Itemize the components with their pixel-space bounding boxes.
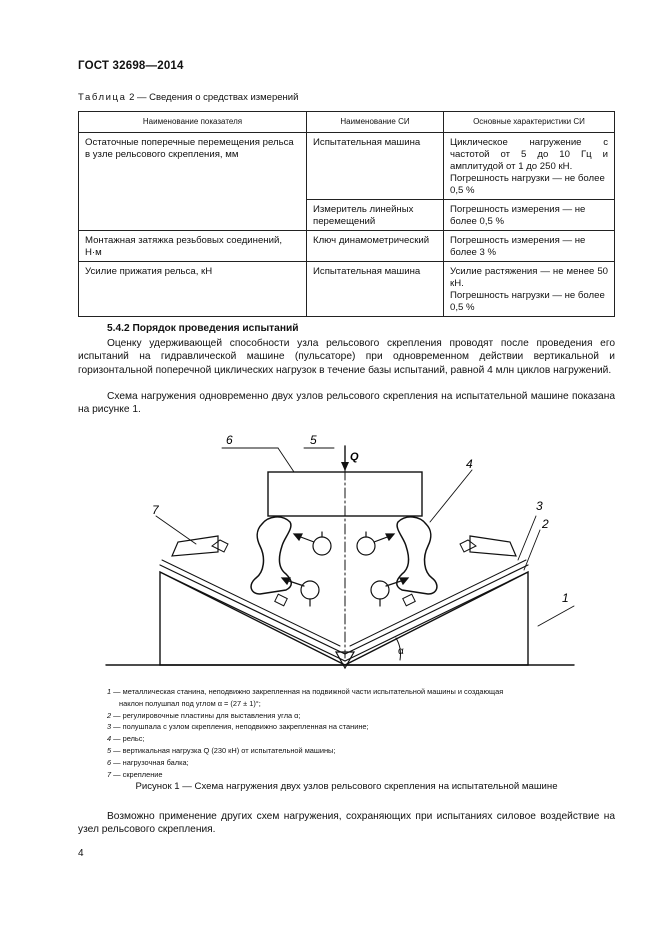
paragraph-procedure — [78, 337, 615, 377]
header-indicator: Наименование показателя — [79, 112, 307, 133]
figure-caption: Рисунок 1 — Схема нагружения двух узлов рельсового скрепления на испытательной машине — [135, 781, 558, 792]
loading-scheme-figure — [100, 428, 580, 678]
left-clip — [172, 536, 218, 556]
document-code: ГОСТ 32698—2014 — [78, 60, 184, 72]
dial-gauge-upper-left — [294, 532, 331, 555]
right-sleeper-inner — [350, 560, 526, 646]
right-clip — [470, 536, 516, 556]
label-6: 6 — [226, 433, 233, 447]
paragraph-closing — [78, 810, 615, 837]
paragraph-closing-text: Возможно применение других схем нагружения, сохраняющих при испытаниях силовое воздействие на узел рельсового скрепления. — [78, 811, 615, 836]
label-4: 4 — [466, 457, 473, 471]
cell-instrument: Испытательная машина — [307, 262, 444, 317]
left-sleeper-inner — [162, 560, 340, 646]
table-header-row — [79, 112, 615, 133]
legend-item: наклон полушпал под углом α = (27 ± 1)°; — [119, 698, 261, 708]
cell-characteristics — [444, 262, 615, 317]
legend-item: 6 — нагрузочная балка; — [107, 757, 189, 767]
cell-characteristics — [444, 133, 615, 200]
legend-item: 2 — регулировочные пластины для выставления угла α; — [107, 710, 301, 720]
label-5: 5 — [310, 433, 317, 447]
label-7: 7 — [152, 503, 159, 517]
legend-item: 4 — рельс; — [107, 734, 145, 744]
label-1: 1 — [562, 591, 569, 605]
cell-characteristics: Погрешность измерения — не более 3 % — [444, 231, 615, 262]
label-q: Q — [350, 451, 359, 463]
label-alpha: α — [398, 646, 404, 657]
header-instrument: Наименование СИ — [307, 112, 444, 133]
characteristic-line: Циклическое нагружение с частотой от 5 до 10 Гц и амплитудой от 1 до 250 кН. — [450, 137, 608, 172]
paragraph-procedure-text: Оценку удерживающей способности узла рельсового скрепления проводят после проведения его испытаний на гидравлической машине (пульсаторе) при одновременном действии вертикальной и горизонтальной поперечной циклических нагрузок в течение базы испытаний, равной 4 млн циклов нагружений. — [78, 338, 615, 376]
section-heading: 5.4.2 Порядок проведения испытаний — [107, 323, 299, 334]
characteristic-line: Погрешность нагрузки — не более 0,5 % — [450, 173, 605, 196]
load-arrow-head — [341, 462, 349, 471]
left-clip-part — [212, 540, 228, 552]
dial-gauge-lower-right — [371, 578, 408, 606]
cell-indicator: Монтажная затяжка резьбовых соединений, Н·м — [79, 231, 307, 262]
figure-legend — [107, 686, 503, 780]
right-sleeper-top — [345, 565, 528, 654]
table-row — [79, 262, 615, 317]
cell-indicator: Остаточные поперечные перемещения рельса в узле рельсового скрепления, мм — [79, 133, 307, 231]
table-caption-prefix: Таблица — [78, 92, 127, 103]
legend-item: 3 — полушпала с узлом скрепления, неподвижно закрепленная на станине; — [107, 722, 369, 732]
dial-gauge-upper-right — [357, 532, 394, 555]
cell-instrument: Ключ динамометрический — [307, 231, 444, 262]
paragraph-scheme — [78, 390, 615, 417]
legend-item: 5 — вертикальная нагрузка Q (230 кН) от испытательной машины; — [107, 745, 336, 755]
measurement-table — [78, 111, 615, 317]
left-sleeper-top — [160, 565, 345, 654]
cell-instrument: Испытательная машина — [307, 133, 444, 200]
legend-item: 1 — металлическая станина, неподвижно закрепленная на подвижной части испытательной машины и создающая — [107, 687, 504, 696]
label-2: 2 — [542, 517, 549, 531]
paragraph-scheme-text: Схема нагружения одновременно двух узлов рельсового скрепления на испытательной машине показана на рисунке 1. — [78, 391, 615, 416]
characteristic-line: Погрешность нагрузки — не более 0,5 % — [450, 290, 605, 313]
right-clip-part — [460, 540, 476, 552]
dial-gauge-lower-left — [282, 578, 319, 606]
right-mount-block — [403, 594, 415, 606]
label-3: 3 — [536, 499, 543, 513]
left-mount-block — [275, 594, 287, 606]
header-characteristics: Основные характеристики СИ — [444, 112, 615, 133]
cell-instrument: Измеритель линейных перемещений — [307, 200, 444, 231]
characteristic-line: Усилие растяжения — не менее 50 кН. — [450, 266, 608, 289]
table-caption — [78, 92, 298, 103]
cell-characteristics: Погрешность измерения — не более 0,5 % — [444, 200, 615, 231]
table-row — [79, 133, 615, 200]
page-number: 4 — [78, 848, 84, 859]
table-row — [79, 231, 615, 262]
legend-item: 7 — скрепление — [107, 769, 163, 779]
table-caption-title: 2 — Сведения о средствах измерений — [126, 92, 299, 103]
cell-indicator: Усилие прижатия рельса, кН — [79, 262, 307, 317]
